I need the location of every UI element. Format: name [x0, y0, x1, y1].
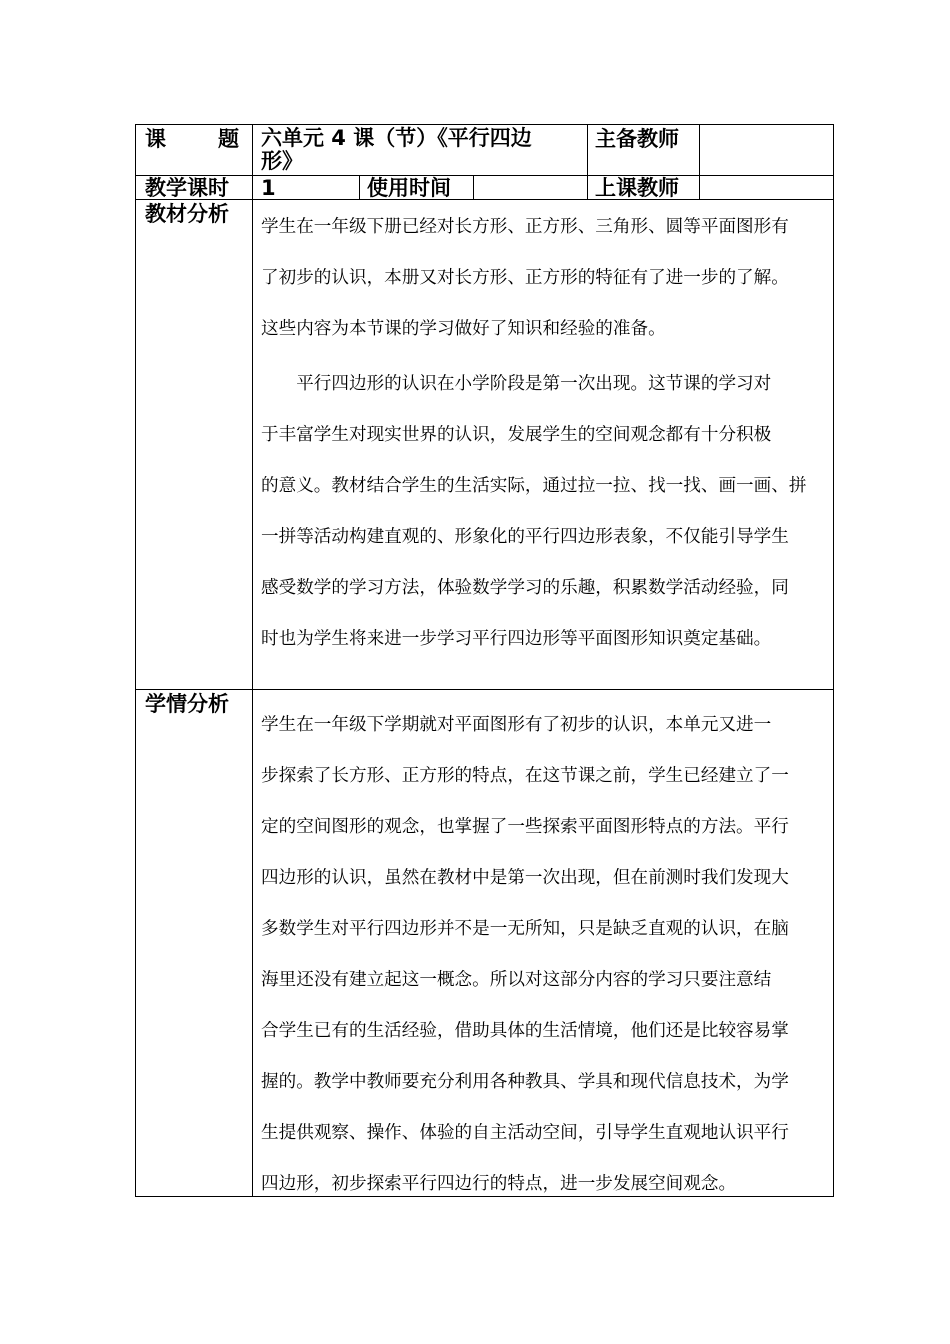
column-divider-teacher-value [699, 124, 700, 200]
class-teacher-label: 上课教师 [595, 176, 679, 200]
material-line: 一拼等活动构建直观的、形象化的平行四边形表象，不仅能引导学生 [261, 527, 789, 547]
title-label [145, 127, 239, 151]
student-line: 步探索了长方形、正方形的特点，在这节课之前，学生已经建立了一 [261, 766, 789, 786]
periods-value: 1 [261, 176, 276, 200]
title-value-line-1: 六单元 4 课（节）《平行四边 [261, 126, 532, 150]
material-line: 了初步的认识，本册又对长方形、正方形的特征有了进一步的了解。 [261, 268, 789, 288]
student-line: 多数学生对平行四边形并不是一无所知，只是缺乏直观的认识，在脑 [261, 919, 789, 939]
student-line: 握的。教学中教师要充分利用各种教具、学具和现代信息技术，为学 [261, 1072, 789, 1092]
student-line: 学生在一年级下学期就对平面图形有了初步的认识，本单元又进一 [261, 715, 772, 735]
material-line: 的意义。教材结合学生的生活实际，通过拉一拉、找一找、画一画、拼 [261, 476, 807, 496]
material-line: 平行四边形的认识在小学阶段是第一次出现。这节课的学习对 [261, 374, 772, 394]
title-value [261, 127, 532, 173]
lead-teacher-label: 主备教师 [595, 127, 679, 151]
material-line: 学生在一年级下册已经对长方形、正方形、三角形、圆等平面图形有 [261, 217, 789, 237]
row-divider-1 [135, 175, 834, 176]
student-line: 四边形，初步探索平行四边行的特点，进一步发展空间观念。 [261, 1174, 737, 1194]
student-line: 四边形的认识，虽然在教材中是第一次出现，但在前测时我们发现大 [261, 868, 789, 888]
material-line: 时也为学生将来进一步学习平行四边形等平面图形知识奠定基础。 [261, 629, 772, 649]
title-value-line-2: 形》 [261, 149, 303, 173]
column-divider-label [252, 124, 253, 1197]
material-line: 这些内容为本节课的学习做好了知识和经验的准备。 [261, 319, 666, 339]
column-divider-use-time [473, 175, 474, 200]
title-label-char-1: 课 [145, 127, 166, 151]
row-divider-3 [135, 689, 834, 690]
table-border-right [833, 124, 834, 1197]
periods-label: 教学课时 [145, 176, 229, 200]
material-line: 于丰富学生对现实世界的认识，发展学生的空间观念都有十分积极 [261, 425, 772, 445]
row-divider-2 [135, 199, 834, 200]
student-line: 合学生已有的生活经验，借助具体的生活情境，他们还是比较容易掌 [261, 1021, 789, 1041]
column-divider-periods [359, 175, 360, 200]
material-analysis-paragraph-1 [261, 202, 827, 355]
material-analysis-paragraph-2 [261, 359, 827, 665]
student-line: 生提供观察、操作、体验的自主活动空间，引导学生直观地认识平行 [261, 1123, 789, 1143]
column-divider-teacher-label [587, 124, 588, 200]
student-line: 海里还没有建立起这一概念。所以对这部分内容的学习只要注意结 [261, 970, 772, 990]
student-line: 定的空间图形的观念，也掌握了一些探索平面图形特点的方法。平行 [261, 817, 789, 837]
material-line: 感受数学的学习方法，体验数学学习的乐趣，积累数学活动经验，同 [261, 578, 789, 598]
title-label-char-2: 题 [218, 127, 239, 151]
table-border-top [135, 124, 834, 125]
student-analysis-label: 学情分析 [145, 692, 229, 716]
table-border-left [135, 124, 136, 1197]
student-analysis-paragraph [261, 700, 827, 1210]
material-analysis-label: 教材分析 [145, 202, 229, 226]
use-time-label: 使用时间 [367, 176, 451, 200]
